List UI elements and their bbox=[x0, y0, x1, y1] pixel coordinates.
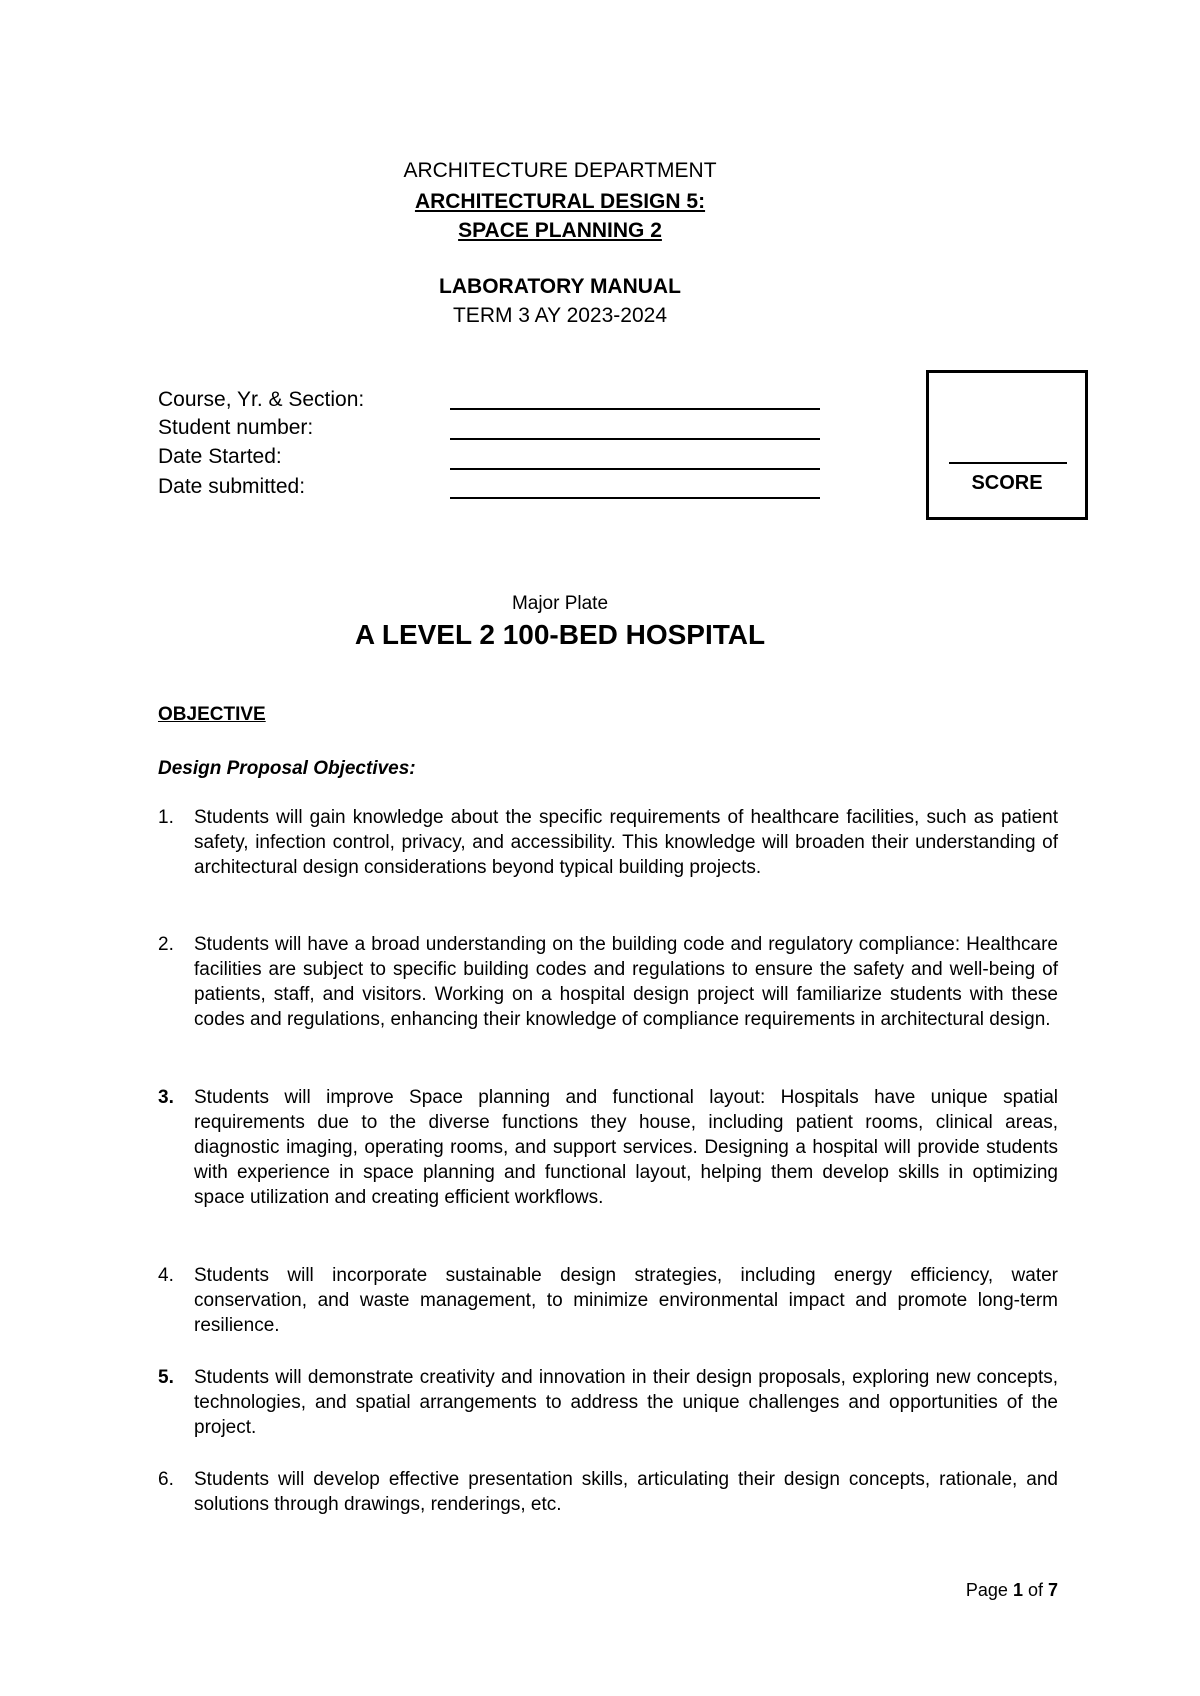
list-item-text: Students will demonstrate creativity and innovation in their design proposals, exploring new concepts, technologies, and spatial arrangements to address the unique challenges and opportunities of the project. bbox=[194, 1367, 1058, 1438]
date-submitted-label: Date submitted: bbox=[158, 475, 306, 498]
course-section-field[interactable] bbox=[450, 408, 820, 410]
manual-title: LABORATORY MANUAL bbox=[439, 275, 681, 298]
list-item-number: 5. bbox=[158, 1367, 174, 1388]
page-current: 1 bbox=[1012, 1580, 1023, 1600]
date-started-label: Date Started: bbox=[158, 445, 282, 468]
score-line bbox=[949, 462, 1067, 464]
page-total: 7 bbox=[1047, 1580, 1058, 1600]
course-subtitle: SPACE PLANNING 2 bbox=[458, 219, 662, 242]
date-started-field[interactable] bbox=[450, 468, 820, 470]
plate-title: A LEVEL 2 100-BED HOSPITAL bbox=[354, 619, 766, 650]
list-item-text: Students will improve Space planning and functional layout: Hospitals have unique spatial requirements due to the diverse functions they house, including patient rooms, clinical areas, diagnostic imaging, operating rooms, and support services. Designing a hospital will provide students with experience in space planning and functional layout, helping them develop skills in optimizing space utilization and creating efficient workflows. bbox=[194, 1087, 1058, 1208]
plate-label: Major Plate bbox=[511, 593, 609, 614]
list-item-number: 6. bbox=[158, 1469, 174, 1490]
list-item-text: Students will develop effective presentation skills, articulating their design concepts, rationale, and solutions through drawings, renderings, etc. bbox=[194, 1469, 1058, 1515]
list-item bbox=[158, 932, 1058, 1032]
list-item bbox=[158, 805, 1058, 880]
list-item bbox=[158, 1263, 1058, 1338]
list-item-text: Students will have a broad understanding on the building code and regulatory compliance: Healthcare facilities are subject to specific building codes and regulations to ensure the safety and well-being of patients, staff, and visitors. Working on a hospital design project will familiarize students with these codes and regulations, enhancing their knowledge of compliance requirements in architectural design. bbox=[194, 934, 1058, 1030]
list-item-number: 3. bbox=[158, 1087, 174, 1108]
score-box bbox=[926, 370, 1088, 520]
list-item-number: 4. bbox=[158, 1265, 174, 1286]
list-item-text: Students will gain knowledge about the specific requirements of healthcare facilities, such as patient safety, infection control, privacy, and accessibility. This knowledge will broaden their understanding of architectural design considerations beyond typical building projects. bbox=[194, 807, 1058, 878]
date-submitted-field[interactable] bbox=[450, 497, 820, 499]
objective-heading: OBJECTIVE bbox=[158, 704, 266, 725]
page-of: of bbox=[1022, 1580, 1048, 1600]
term-label: TERM 3 AY 2023-2024 bbox=[452, 304, 668, 327]
student-number-field[interactable] bbox=[450, 438, 820, 440]
design-objectives-subheading: Design Proposal Objectives: bbox=[158, 758, 416, 779]
department-name: ARCHITECTURE DEPARTMENT bbox=[403, 159, 717, 182]
course-section-label: Course, Yr. & Section: bbox=[158, 388, 365, 411]
list-item-number: 2. bbox=[158, 934, 174, 955]
student-number-label: Student number: bbox=[158, 416, 314, 439]
page-number bbox=[966, 1579, 1058, 1601]
list-item bbox=[158, 1365, 1058, 1440]
course-title: ARCHITECTURAL DESIGN 5: bbox=[414, 190, 706, 213]
list-item-number: 1. bbox=[158, 807, 174, 828]
page-prefix: Page bbox=[965, 1580, 1013, 1600]
list-item bbox=[158, 1467, 1058, 1517]
score-label: SCORE bbox=[971, 472, 1043, 494]
list-item bbox=[158, 1085, 1058, 1210]
list-item-text: Students will incorporate sustainable design strategies, including energy efficiency, water conservation, and waste management, to minimize environmental impact and promote long-term resilience. bbox=[194, 1265, 1058, 1336]
